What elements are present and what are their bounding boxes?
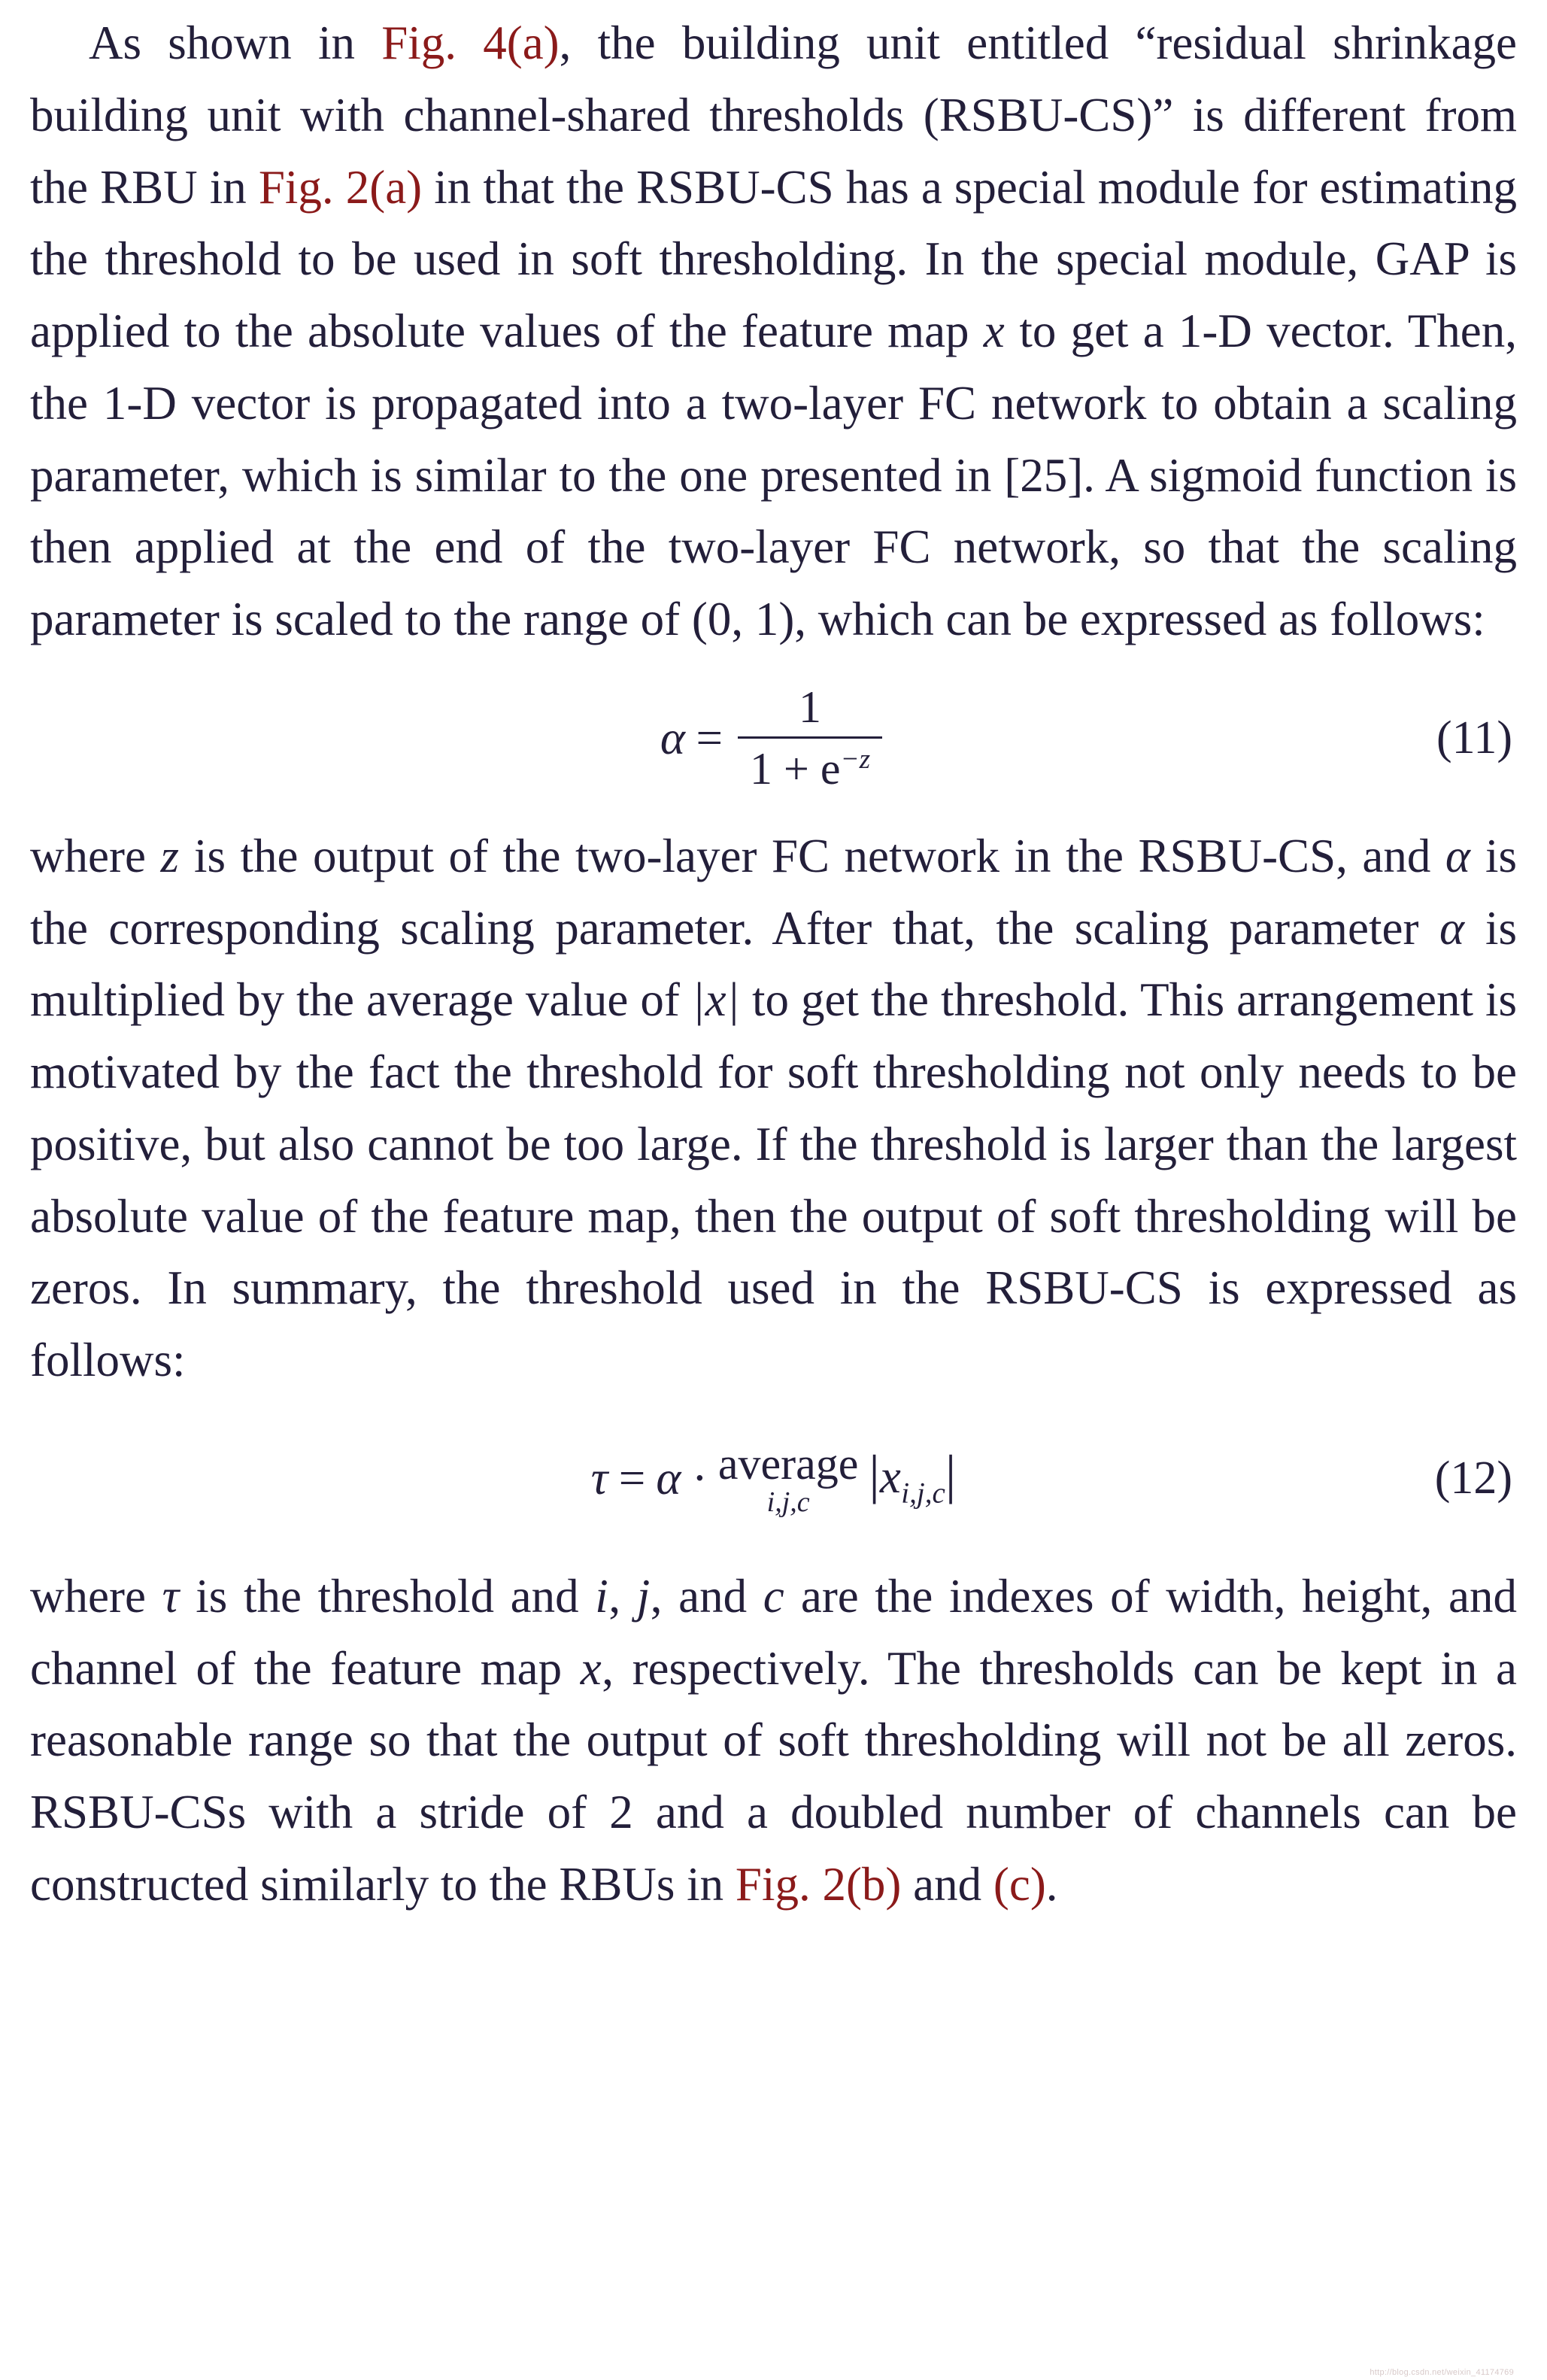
equation-11-lhs: α xyxy=(660,711,686,764)
text-run: to get the threshold. This arrangement is motivated by the fact the threshold for soft thresholding not only needs to be positive, but also cannot be too large. If the threshold is larger than the largest absolute value of the feature map, then the output of soft thresholding will be zeros. In summary, the threshold used in the RSBU-CS is expressed as follows: xyxy=(30,973,1518,1386)
figure-reference-fig2b[interactable]: Fig. 2(b) xyxy=(735,1857,902,1911)
equation-12-argument xyxy=(869,1443,957,1510)
inline-math-x: x xyxy=(983,305,1006,357)
text-run: where xyxy=(30,1569,162,1623)
equation-12-lhs: τ xyxy=(590,1452,608,1505)
text-run: are the indexes of width, height, and channel of the feature map xyxy=(30,1569,1518,1695)
text-run: , and xyxy=(650,1569,763,1623)
paragraph-3 xyxy=(30,1561,1517,1921)
equation-11-body xyxy=(660,682,887,795)
inline-math-j: j xyxy=(636,1569,651,1623)
equation-12-dot: · xyxy=(691,1452,708,1505)
equation-12-body xyxy=(591,1438,957,1519)
paragraph-2 xyxy=(30,821,1517,1397)
inline-math-tau: τ xyxy=(162,1569,180,1623)
equation-12 xyxy=(30,1422,1517,1535)
paragraph-1 xyxy=(30,8,1517,656)
inline-math-c: c xyxy=(763,1569,785,1623)
equation-12-argument-symbol: x xyxy=(879,1450,902,1503)
abs-bar-open-icon: | xyxy=(869,1443,880,1504)
text-run: where xyxy=(30,829,161,882)
text-run: As shown in xyxy=(89,17,382,69)
equation-12-operator-subscript: i,j,c xyxy=(766,1486,810,1519)
equation-12-relation: = xyxy=(618,1452,646,1505)
text-run: and xyxy=(901,1857,993,1911)
equation-11-fraction xyxy=(738,682,882,795)
inline-math-alpha: α xyxy=(1439,901,1465,955)
equation-11-relation: = xyxy=(696,711,723,764)
equation-12-operator-stack xyxy=(718,1438,859,1519)
equation-11-denominator-base: 1 + e xyxy=(750,743,841,794)
equation-12-scale: α xyxy=(656,1452,681,1505)
equation-12-number: (12) xyxy=(1434,1453,1512,1504)
inline-math-alpha: α xyxy=(1445,829,1471,882)
figure-reference-fig2c[interactable]: (c) xyxy=(993,1857,1046,1911)
figure-reference-fig4a[interactable]: Fig. 4(a) xyxy=(381,17,560,69)
equation-11-denominator xyxy=(738,739,882,795)
equation-11-numerator: 1 xyxy=(799,682,822,732)
text-run: , the building unit entitled “residual shrinkage building unit with channel-shared thresholds (RSBU-CS)” is different from the RBU in xyxy=(30,17,1517,214)
equation-11-denominator-exponent: −z xyxy=(840,743,871,775)
text-run: is the output of the two-layer FC network in the RSBU-CS, and xyxy=(179,829,1445,882)
equation-11-number: (11) xyxy=(1436,712,1512,763)
text-run: in that the RSBU-CS has a special module for estimating the threshold to be used in soft thresholding. In the special module, GAP is applied to the absolute values of the feature map xyxy=(30,160,1517,357)
figure-reference-fig2a[interactable]: Fig. 2(a) xyxy=(258,160,423,214)
inline-math-abs-x: |x| xyxy=(691,973,740,1027)
text-run: is the corresponding scaling parameter. After that, the scaling parameter xyxy=(30,829,1517,955)
abs-bar-close-icon: | xyxy=(945,1443,957,1504)
inline-math-i: i xyxy=(595,1569,609,1623)
text-run: , xyxy=(608,1569,637,1623)
text-run: to get a 1-D vector. Then, the 1-D vector is propagated into a two-layer FC network to obtain a scaling parameter, which is similar to the one presented in [25]. A sigmoid function is then applied at the end of the two-layer FC network, so that the scaling parameter is scaled to the range of (0, 1), which can be expressed as follows: xyxy=(30,305,1517,645)
inline-math-x: x xyxy=(580,1641,602,1695)
text-run: , respectively. The thresholds can be kept in a reasonable range so that the output of soft thresholding will not be all zeros. RSBU-CSs with a stride of 2 and a doubled number of channels can be constructed similarly to the RBUs in xyxy=(30,1641,1518,1911)
equation-11 xyxy=(30,682,1517,795)
equation-12-argument-subscript: i,j,c xyxy=(901,1477,945,1510)
equation-12-operator: average xyxy=(717,1439,859,1489)
text-run: is the threshold and xyxy=(179,1569,596,1623)
watermark-text: http://blog.csdn.net/weixin_41174769 xyxy=(1370,2368,1514,2377)
text-run: is multiplied by the average value of xyxy=(30,901,1517,1027)
text-run: . xyxy=(1045,1857,1058,1911)
inline-math-z: z xyxy=(160,829,180,882)
